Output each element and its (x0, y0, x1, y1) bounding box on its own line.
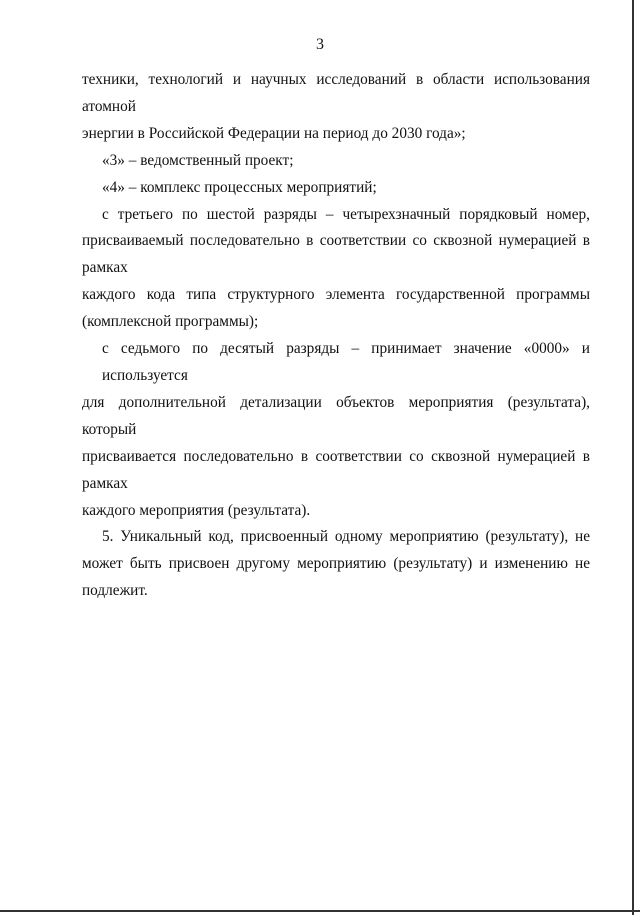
text-line: «4» – комплекс процессных мероприятий; (102, 178, 377, 196)
paragraph-1 (82, 67, 590, 148)
paragraph-4 (82, 202, 590, 337)
paragraph-3 (82, 175, 590, 202)
paragraph-6 (82, 524, 590, 605)
text-line: техники, технологий и научных исследований в области использования атомной (82, 71, 590, 115)
text-line: с седьмого по десятый разряды – принимает значение «0000» и используется (102, 340, 590, 384)
text-line: присваивается последовательно в соответствии со сквозной нумерацией в рамках (82, 447, 590, 492)
text-line: присваиваемый последовательно в соответствии со сквозной нумерацией в рамках (82, 232, 590, 277)
text-line: (комплексной программы); (82, 313, 259, 331)
paragraph-5 (82, 336, 590, 524)
text-line: 5. Уникальный код, присвоенный одному мероприятию (результату), не (102, 528, 590, 546)
scan-edge-bottom (0, 910, 640, 912)
scan-edge-right (632, 0, 634, 915)
page-number: 3 (316, 36, 324, 53)
text-line: каждого кода типа структурного элемента государственной программы (82, 286, 590, 304)
text-line: может быть присвоен другому мероприятию (результату) и изменению не (82, 555, 590, 573)
text-line: энергии в Российской Федерации на период до 2030 года»; (82, 124, 466, 142)
paragraph-2 (82, 148, 590, 175)
text-line: «3» – ведомственный проект; (102, 151, 294, 169)
text-line: каждого мероприятия (результата). (82, 501, 311, 519)
text-line: подлежит. (82, 582, 148, 600)
text-line: с третьего по шестой разряды – четырехзначный порядковый номер, (102, 205, 590, 223)
text-line: для дополнительной детализации объектов мероприятия (результата), который (82, 393, 590, 438)
document-body (82, 67, 590, 605)
